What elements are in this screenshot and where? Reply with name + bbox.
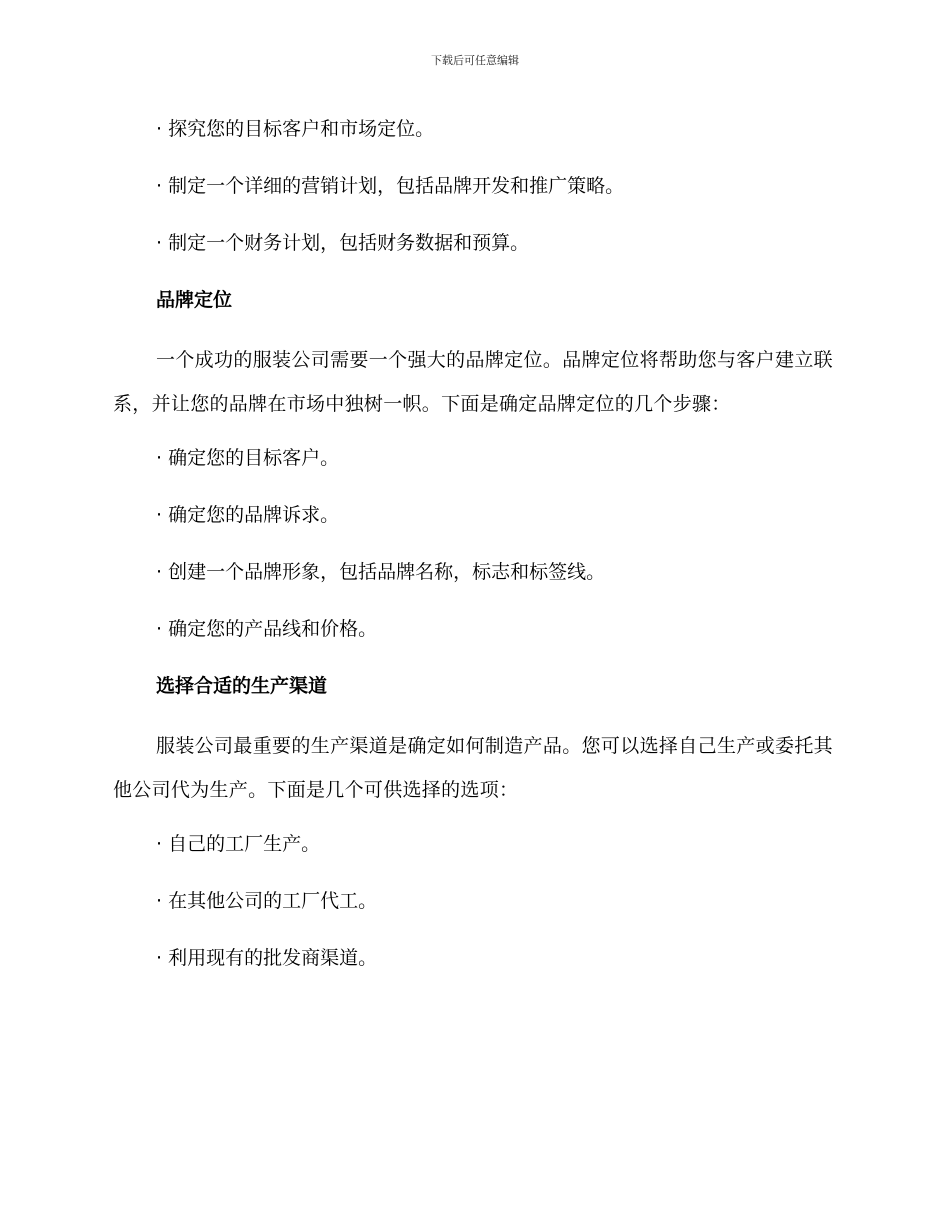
bullet-item: · 确定您的目标客户。 [156,447,340,469]
bullet-item: · 自己的工厂生产。 [156,833,321,855]
bullet-item: · 利用现有的批发商渠道。 [156,947,378,969]
page-header: 下载后可任意编辑 [431,54,519,67]
section-heading-production-channel: 选择合适的生产渠道 [156,675,328,697]
bullet-item: · 制定一个详细的营销计划，包括品牌开发和推广策略。 [156,175,625,197]
document-body [113,110,833,996]
bullet-item: · 确定您的产品线和价格。 [156,618,378,640]
paragraph-production-channel: 服装公司最重要的生产渠道是确定如何制造产品。您可以选择自己生产或委托其他公司代为生产。下面是几个可供选择的选项： [113,735,833,801]
bullet-item: · 探究您的目标客户和市场定位。 [156,118,435,140]
bullet-item: · 制定一个财务计划，包括财务数据和预算。 [156,232,530,254]
bullet-item: · 确定您的品牌诉求。 [156,504,340,526]
section-heading-brand-positioning: 品牌定位 [156,289,233,311]
bullet-item: · 在其他公司的工厂代工。 [156,890,378,912]
paragraph-brand-positioning: 一个成功的服装公司需要一个强大的品牌定位。品牌定位将帮助您与客户建立联系，并让您的品牌在市场中独树一帜。下面是确定品牌定位的几个步骤： [113,349,833,415]
bullet-item: · 创建一个品牌形象，包括品牌名称，标志和标签线。 [156,561,606,583]
